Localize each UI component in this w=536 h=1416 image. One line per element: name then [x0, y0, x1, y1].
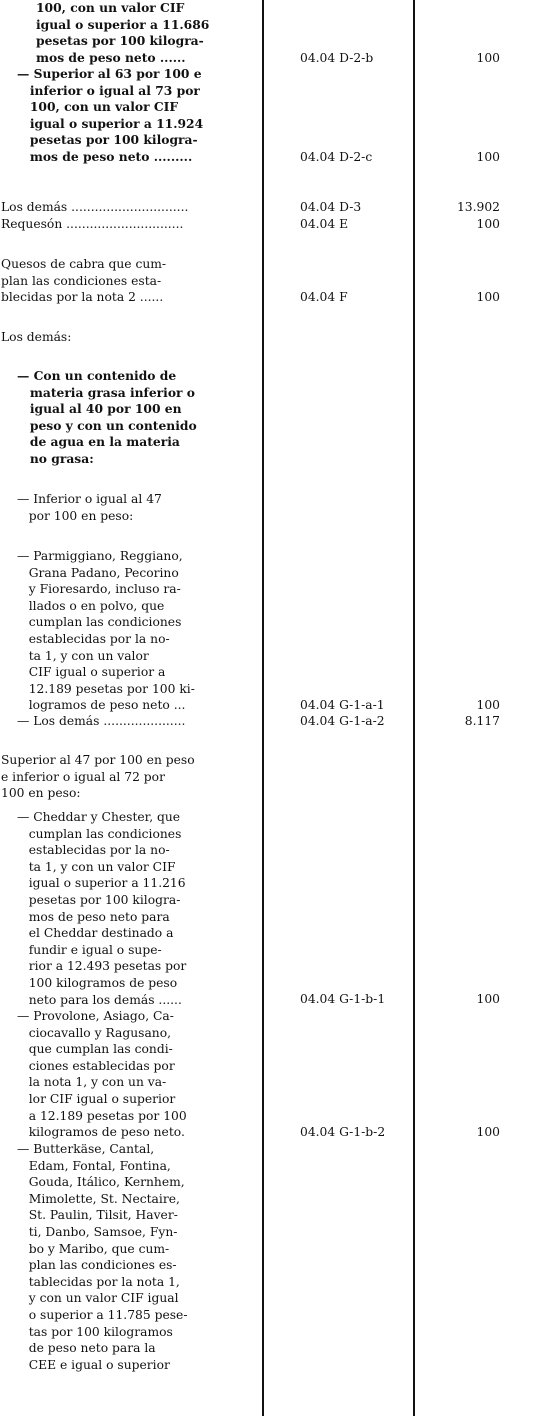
row-description: — Con un contenido de materia grasa inferior o igual al 40 por 100 en peso y con un contenido de agua en la materia no grasa: [17, 368, 197, 466]
row-description: — Los demás ..................... [17, 714, 186, 728]
row-description: — Parmiggiano, Reggiano, Grana Padano, Pecorino y Fioresardo, incluso ra- llados o en polvo, que cumplan las condiciones establecidas por la no- ta 1, y con un valor CIF igual o superior a 12.189 pesetas por 100 ki- logramos de peso neto ... [17, 549, 195, 713]
row-description: Requesón .............................. [1, 217, 184, 231]
row-rate: 100 [476, 992, 500, 1006]
row-description: Superior al 47 por 100 en peso e inferior o igual al 72 por 100 en peso: [1, 753, 195, 801]
row-code: 04.04 G-1-b-2 [300, 1125, 386, 1139]
row-code: 04.04 D-2-b [300, 51, 374, 65]
row-rate: 100 [476, 51, 500, 65]
row-description: — Inferior o igual al 47 por 100 en peso: [17, 492, 162, 523]
row-rate: 100 [476, 698, 500, 712]
row-description: — Cheddar y Chester, que cumplan las condiciones establecidas por la no- ta 1, y con un valor CIF igual o superior a 11.216 pesetas por 100 kilogra- mos de peso neto para el Cheddar destinado a fundir e igual o supe- rior a 12.493 pesetas por 100 kilogramos de peso neto para los demás ...... [17, 810, 187, 1007]
row-description: Los demás .............................. [1, 200, 189, 214]
row-description: — Butterkäse, Cantal, Edam, Fontal, Fontina, Gouda, Itálico, Kernhem, Mimolette, St. Nectaire, St. Paulin, Tilsit, Haver- ti, Danbo, Samsoe, Fyn- bo y Maribo, que cum- plan las condiciones es- tablecidas por la nota 1, y con un valor CIF igual o superior a 11.785 pese- tas por 100 kilogramos de peso neto para la CEE e igual o superior [17, 1142, 188, 1372]
row-description: Quesos de cabra que cum- plan las condiciones esta- blecidas por la nota 2 ...... [1, 257, 167, 305]
row-code: 04.04 D-3 [300, 200, 362, 214]
row-description: — Superior al 63 por 100 e inferior o igual al 73 por 100, con un valor CIF igual o superior a 11.924 pesetas por 100 kilogra- mos de peso neto ......... [17, 66, 204, 164]
row-description: Los demás: [1, 330, 72, 344]
row-code: 04.04 F [300, 290, 348, 304]
row-code: 04.04 D-2-c [300, 150, 373, 164]
row-rate: 100 [476, 217, 500, 231]
row-rate: 8.117 [464, 714, 500, 728]
row-code: 04.04 E [300, 217, 349, 231]
row-description: 100, con un valor CIF igual o superior a 11.686 pesetas por 100 kilogra- mos de peso neto ...... [36, 0, 210, 65]
column-divider-left [262, 0, 264, 1416]
row-rate: 100 [476, 150, 500, 164]
row-code: 04.04 G-1-a-2 [300, 714, 385, 728]
row-code: 04.04 G-1-a-1 [300, 698, 385, 712]
row-description: — Provolone, Asiago, Ca- ciocavallo y Ragusano, que cumplan las condi- ciones establecidas por la nota 1, y con un va- lor CIF igual o superior a 12.189 pesetas por 100 kilogramos de peso neto. [17, 1009, 187, 1140]
row-rate: 100 [476, 1125, 500, 1139]
row-rate: 100 [476, 290, 500, 304]
row-rate: 13.902 [456, 200, 500, 214]
row-code: 04.04 G-1-b-1 [300, 992, 386, 1006]
column-divider-right [413, 0, 415, 1416]
